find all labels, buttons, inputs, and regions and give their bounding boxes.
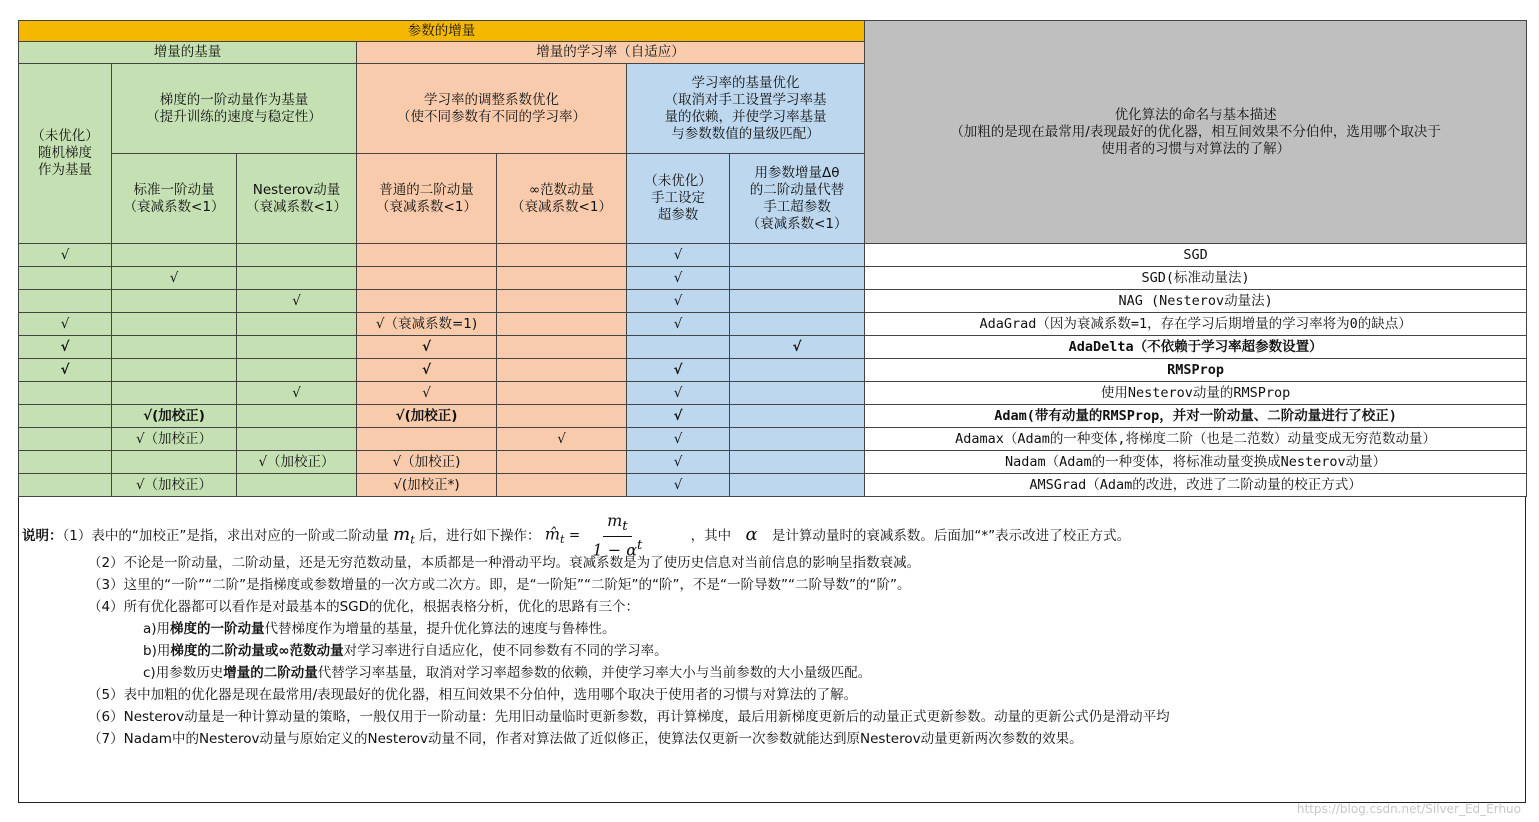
note-5: （5）表中加粗的优化器是现在最常用/表现最好的优化器，相互间效果不分伯仲，选用哪个取决于使用者的习惯与对算法的了解。	[88, 687, 858, 703]
table-row	[19, 405, 1527, 428]
note-2: （2）不论是一阶动量，二阶动量，还是无穷范数动量，本质都是一种滑动平均。衰减系数是为了使历史信息对当前信息的影响呈指数衰减。	[88, 555, 921, 571]
cell-nesterov	[237, 336, 357, 359]
cell-inf-norm	[497, 244, 627, 267]
table-row	[19, 382, 1527, 405]
cell-delta-moment	[730, 267, 865, 290]
cell-inf-norm	[497, 290, 627, 313]
cell-manual-lr: √	[627, 267, 730, 290]
cell-manual-lr: √	[627, 313, 730, 336]
note-1: 说明：（1）表中的“加校正”是指，求出对应的一阶或二阶动量 $m_t$ 后，进行如下操作： $m̂_t$ = $\frac{m_t}{1 - \alpha^t}$ ，其中 α 是计算动量时的衰减系数。后面加“*”表示改进了校正方式。	[22, 511, 1131, 560]
cell-std-momentum	[112, 451, 237, 474]
cell-second-moment: √（加校正)	[357, 451, 497, 474]
cell-std-momentum: √（加校正）	[112, 428, 237, 451]
cell-nesterov: √	[237, 382, 357, 405]
optimizer-name: AMSGrad（Adam的改进，改进了二阶动量的校正方式）	[865, 474, 1527, 497]
cell-nesterov	[237, 267, 357, 290]
header-nesterov-momentum: Nesterov动量 （衰减系数<1）	[237, 154, 357, 244]
optimizer-table	[18, 20, 1527, 497]
cell-sgd: √	[19, 359, 112, 382]
cell-nesterov	[237, 474, 357, 497]
table-row	[19, 474, 1527, 497]
cell-sgd	[19, 290, 112, 313]
cell-second-moment	[357, 290, 497, 313]
cell-sgd: √	[19, 313, 112, 336]
cell-delta-moment	[730, 359, 865, 382]
header-increment-learning-rate: 增量的学习率（自适应）	[357, 42, 865, 64]
cell-inf-norm	[497, 474, 627, 497]
cell-std-momentum: √(加校正)	[112, 405, 237, 428]
cell-delta-moment: √	[730, 336, 865, 359]
cell-nesterov	[237, 405, 357, 428]
cell-manual-lr: √	[627, 359, 730, 382]
cell-manual-lr: √	[627, 474, 730, 497]
note-6: （6）Nesterov动量是一种计算动量的策略，一般仅用于一阶动量：先用旧动量临时更新参数，再计算梯度，最后用新梯度更新后的动量正式更新参数。动量的更新公式仍是滑动平均	[88, 709, 1170, 725]
cell-inf-norm	[497, 382, 627, 405]
note-4b: b)用梯度的二阶动量或∞范数动量对学习率进行自适应化，使不同参数有不同的学习率。	[143, 643, 668, 659]
cell-inf-norm	[497, 336, 627, 359]
cell-std-momentum	[112, 382, 237, 405]
optimizer-name: AdaDelta（不依赖于学习率超参数设置）	[865, 336, 1527, 359]
watermark: https://blog.csdn.net/Silver_Ed_Erhuo	[1296, 802, 1521, 816]
cell-second-moment	[357, 244, 497, 267]
cell-std-momentum	[112, 244, 237, 267]
cell-delta-moment	[730, 428, 865, 451]
cell-delta-moment	[730, 244, 865, 267]
table-row	[19, 244, 1527, 267]
cell-manual-lr: √	[627, 405, 730, 428]
cell-sgd	[19, 267, 112, 290]
optimizer-name: NAG (Nesterov动量法)	[865, 290, 1527, 313]
header-delta-second-moment: 用参数增量Δθ 的二阶动量代替 手工超参数 （衰减系数<1）	[730, 154, 865, 244]
cell-manual-lr: √	[627, 290, 730, 313]
header-sgd-base: （未优化） 随机梯度 作为基量	[19, 64, 112, 244]
header-manual-hyperparam: （未优化） 手工设定 超参数	[627, 154, 730, 244]
table-row	[19, 451, 1527, 474]
cell-nesterov: √（加校正）	[237, 451, 357, 474]
cell-nesterov	[237, 313, 357, 336]
cell-std-momentum	[112, 359, 237, 382]
note-4a: a)用梯度的一阶动量代替梯度作为增量的基量，提升优化算法的速度与鲁棒性。	[143, 621, 616, 637]
note-4c: c)用参数历史增量的二阶动量代替学习率基量，取消对学习率超参数的依赖，并使学习率大小与当前参数的大小量级匹配。	[143, 665, 872, 681]
cell-manual-lr: √	[627, 382, 730, 405]
table-row	[19, 267, 1527, 290]
header-lr-adjust: 学习率的调整系数优化 （使不同参数有不同的学习率）	[357, 64, 627, 154]
cell-inf-norm	[497, 313, 627, 336]
cell-delta-moment	[730, 405, 865, 428]
cell-second-moment: √（衰减系数=1)	[357, 313, 497, 336]
cell-manual-lr: √	[627, 451, 730, 474]
header-naming-description: 优化算法的命名与基本描述 （加粗的是现在最常用/表现最好的优化器，相互间效果不分伯仲，选用哪个取决于 使用者的习惯与对算法的了解）	[865, 21, 1527, 244]
cell-std-momentum: √（加校正）	[112, 474, 237, 497]
cell-nesterov	[237, 359, 357, 382]
cell-delta-moment	[730, 451, 865, 474]
table-row	[19, 428, 1527, 451]
header-first-moment-base: 梯度的一阶动量作为基量 （提升训练的速度与稳定性）	[112, 64, 357, 154]
cell-nesterov	[237, 428, 357, 451]
header-param-increment: 参数的增量	[19, 21, 865, 42]
header-standard-momentum: 标准一阶动量 （衰减系数<1）	[112, 154, 237, 244]
cell-sgd: √	[19, 336, 112, 359]
header-lr-base-opt: 学习率的基量优化 （取消对手工设置学习率基 量的依赖，并使学习率基量 与参数数值的量级匹配）	[627, 64, 865, 154]
cell-sgd	[19, 405, 112, 428]
table-row	[19, 313, 1527, 336]
cell-sgd: √	[19, 244, 112, 267]
cell-delta-moment	[730, 290, 865, 313]
cell-delta-moment	[730, 382, 865, 405]
cell-inf-norm	[497, 359, 627, 382]
cell-second-moment	[357, 428, 497, 451]
cell-sgd	[19, 451, 112, 474]
cell-manual-lr: √	[627, 428, 730, 451]
optimizer-name: RMSProp	[865, 359, 1527, 382]
cell-inf-norm	[497, 451, 627, 474]
cell-second-moment: √	[357, 336, 497, 359]
cell-inf-norm	[497, 267, 627, 290]
cell-delta-moment	[730, 313, 865, 336]
optimizer-name: Adam(带有动量的RMSProp，并对一阶动量、二阶动量进行了校正)	[865, 405, 1527, 428]
cell-manual-lr: √	[627, 244, 730, 267]
cell-inf-norm: √	[497, 428, 627, 451]
optimizer-name: Adamax（Adam的一种变体,将梯度二阶（也是二范数）动量变成无穷范数动量）	[865, 428, 1527, 451]
header-second-moment: 普通的二阶动量 （衰减系数<1）	[357, 154, 497, 244]
cell-sgd	[19, 382, 112, 405]
cell-sgd	[19, 428, 112, 451]
note-7: （7）Nadam中的Nesterov动量与原始定义的Nesterov动量不同，作者对算法做了近似修正，使算法仅更新一次参数就能达到原Nesterov动量更新两次参数的效果。	[88, 731, 1083, 747]
cell-sgd	[19, 474, 112, 497]
optimizer-name: SGD	[865, 244, 1527, 267]
correction-formula: $m̂_t$ = $\frac{m_t}{1 - \alpha^t}$	[544, 511, 643, 560]
optimizer-name: 使用Nesterov动量的RMSProp	[865, 382, 1527, 405]
cell-second-moment: √(加校正)	[357, 405, 497, 428]
cell-second-moment: √(加校正*)	[357, 474, 497, 497]
note-4: （4）所有优化器都可以看作是对最基本的SGD的优化，根据表格分析，优化的思路有三个：	[88, 599, 640, 615]
header-inf-norm-moment: ∞范数动量 （衰减系数<1）	[497, 154, 627, 244]
cell-std-momentum	[112, 336, 237, 359]
cell-nesterov: √	[237, 290, 357, 313]
cell-nesterov	[237, 244, 357, 267]
cell-std-momentum: √	[112, 267, 237, 290]
cell-inf-norm	[497, 405, 627, 428]
table-row	[19, 336, 1527, 359]
optimizer-name: Nadam（Adam的一种变体，将标准动量变换成Nesterov动量）	[865, 451, 1527, 474]
note-3: （3）这里的“一阶”“二阶”是指梯度或参数增量的一次方或二次方。即，是“一阶矩”“二阶矩”的“阶”，不是“一阶导数”“二阶导数”的“阶”。	[88, 577, 911, 593]
table-row	[19, 290, 1527, 313]
cell-second-moment	[357, 267, 497, 290]
header-increment-base: 增量的基量	[19, 42, 357, 64]
cell-manual-lr	[627, 336, 730, 359]
cell-std-momentum	[112, 313, 237, 336]
optimizer-name: AdaGrad（因为衰减系数=1，存在学习后期增量的学习率将为0的缺点）	[865, 313, 1527, 336]
optimizer-name: SGD(标准动量法)	[865, 267, 1527, 290]
cell-std-momentum	[112, 290, 237, 313]
cell-second-moment: √	[357, 359, 497, 382]
cell-delta-moment	[730, 474, 865, 497]
cell-second-moment: √	[357, 382, 497, 405]
notes-section	[22, 512, 1522, 750]
table-row	[19, 359, 1527, 382]
